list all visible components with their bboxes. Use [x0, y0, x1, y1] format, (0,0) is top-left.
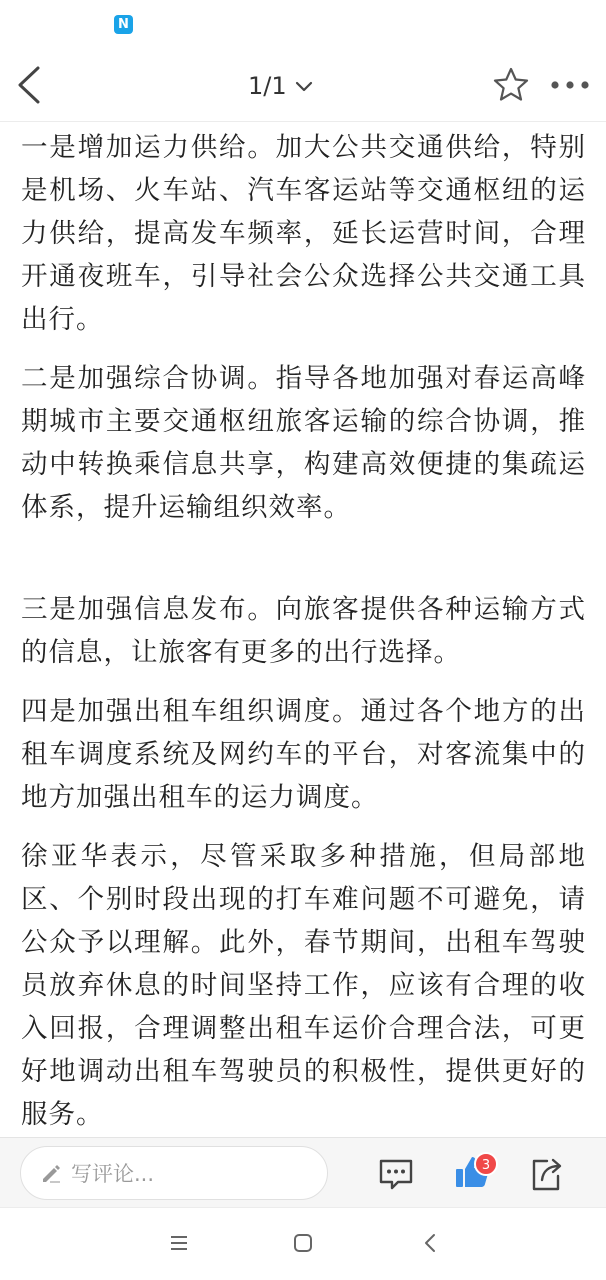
article-paragraph: 徐亚华表示，尽管采取多种措施，但局部地区、个别时段出现的打车难问题不可避免，请公众予以理解。此外，春节期间，出租车驾驶员放弃休息的时间坚持工作，应该有合理的收入回报，合理调整出租车运价合理合法，可更好地调动出租车驾驶员的积极性，提供更好的服务。 — [21, 841, 586, 1130]
like-count-badge: 3 — [474, 1152, 498, 1176]
article-paragraph: 三是加强信息发布。向旅客提供各种运输方式的信息，让旅客有更多的出行选择。 — [21, 594, 586, 668]
comment-input[interactable] — [20, 1146, 328, 1200]
article-paragraph: 四是加强出租车组织调度。通过各个地方的出租车调度系统及网约车的平台，对客流集中的地方加强出租车的运力调度。 — [21, 696, 586, 813]
menu-icon — [166, 1230, 192, 1256]
home-icon — [290, 1230, 316, 1256]
status-bar — [0, 0, 606, 50]
more-icon — [548, 72, 592, 98]
back-arrow-icon — [12, 64, 52, 106]
nav-back-icon — [418, 1230, 444, 1256]
chevron-down-icon — [293, 75, 315, 97]
system-nav-bar — [0, 1207, 606, 1280]
favorite-button[interactable] — [492, 66, 530, 104]
app-notification-icon: N — [114, 15, 133, 34]
article-paragraph: 二是加强综合协调。指导各地加强对春运高峰期城市主要交通枢纽旅客运输的综合协调，推动中转换乘信息共享，构建高效便捷的集疏运体系，提升运输组织效率。 — [21, 363, 586, 523]
nav-home-button[interactable] — [290, 1230, 316, 1256]
share-button[interactable] — [526, 1154, 566, 1194]
comments-icon — [376, 1154, 416, 1194]
back-button[interactable] — [12, 64, 52, 106]
more-button[interactable] — [548, 72, 592, 98]
article-content — [0, 123, 606, 1136]
page-selector[interactable] — [248, 68, 315, 104]
bottom-action-bar — [0, 1137, 606, 1207]
comments-button[interactable] — [376, 1154, 416, 1194]
top-bar — [0, 50, 606, 122]
share-icon — [526, 1154, 566, 1194]
pencil-icon — [39, 1161, 63, 1185]
comment-placeholder: 写评论... — [71, 1162, 155, 1186]
page-indicator-label: 1/1 — [248, 72, 287, 100]
nav-recent-apps-button[interactable] — [166, 1230, 192, 1256]
star-icon — [492, 66, 530, 104]
nav-back-button[interactable] — [418, 1230, 444, 1256]
article-paragraph: 一是增加运力供给。加大公共交通供给，特别是机场、火车站、汽车客运站等交通枢纽的运力供给，提高发车频率，延长运营时间，合理开通夜班车，引导社会公众选择公共交通工具出行。 — [21, 132, 586, 335]
